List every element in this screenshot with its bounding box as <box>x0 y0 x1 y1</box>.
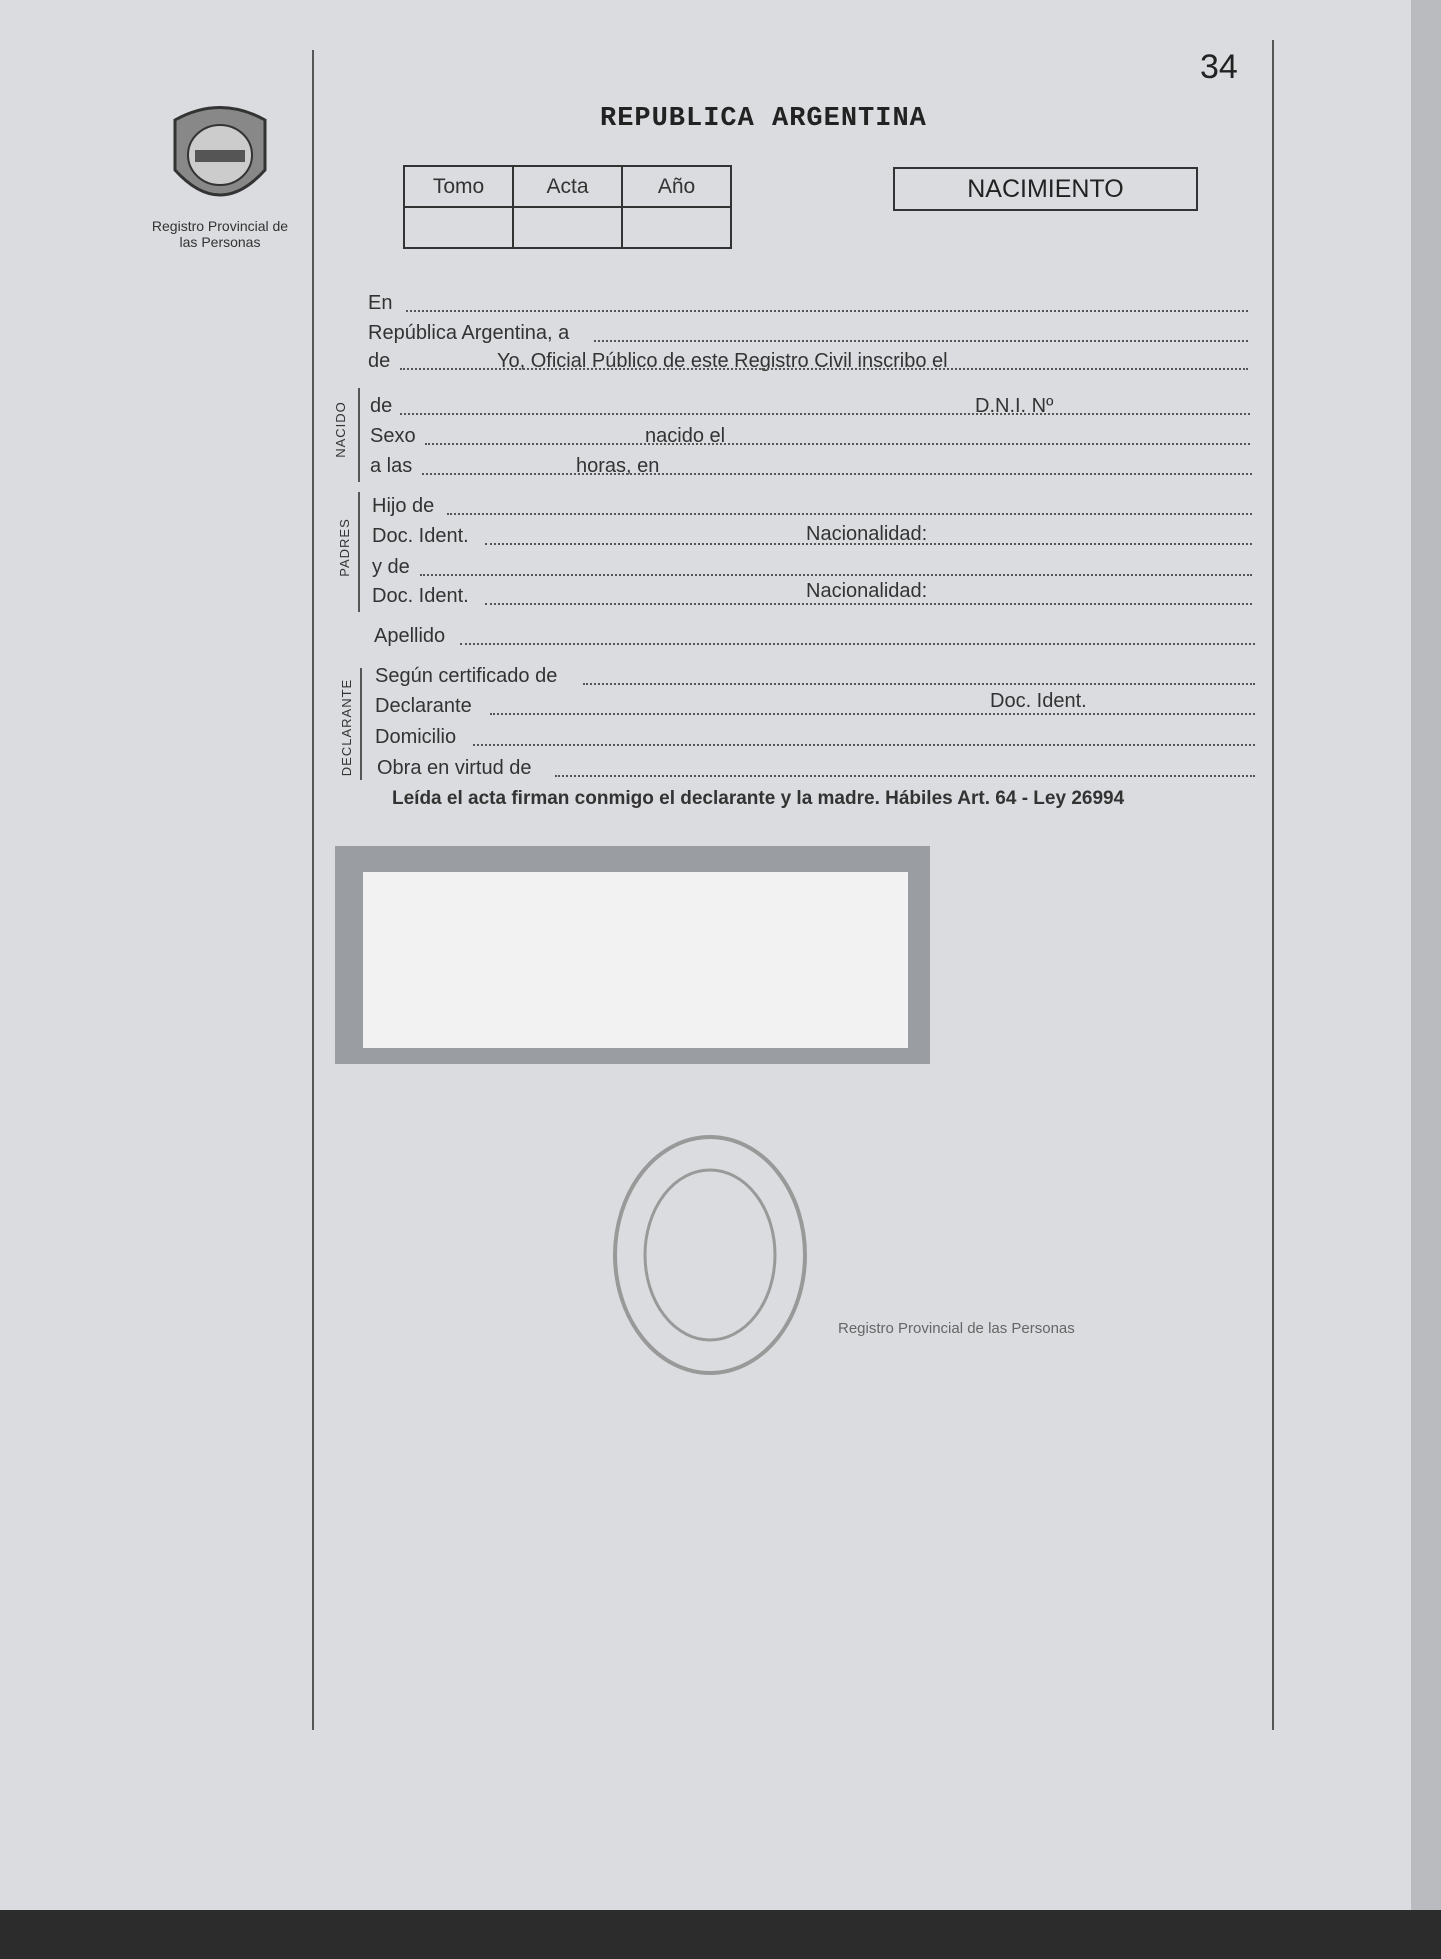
dots-hijo-de <box>447 513 1252 515</box>
header-acta: Acta <box>513 166 622 207</box>
dots-declarante <box>490 713 1255 715</box>
page-edge <box>1411 0 1441 1910</box>
label-doc-madre: Doc. Ident. <box>372 585 469 607</box>
header-ano: Año <box>622 166 731 207</box>
dots-domicilio <box>473 744 1255 746</box>
label-sexo: Sexo <box>370 425 416 447</box>
label-en: En <box>368 292 393 314</box>
label-a-las: a las <box>370 455 413 477</box>
dots-sexo <box>425 443 1250 445</box>
label-y-de: y de <box>372 556 410 578</box>
dots-apellido <box>460 643 1255 645</box>
side-label-nacido: NACIDO <box>332 401 348 458</box>
header-tomo: Tomo <box>404 166 513 207</box>
document-title: REPUBLICA ARGENTINA <box>600 104 927 134</box>
label-doc-padre: Doc. Ident. <box>372 525 469 547</box>
signatory-role: Registro Provincial de las Personas <box>838 1320 1075 1337</box>
label-dni: D.N.I. Nº <box>975 395 1054 417</box>
value-ano <box>622 207 731 248</box>
left-margin-line <box>312 50 314 1730</box>
label-nac-padre: Nacionalidad: <box>806 523 928 545</box>
padres-bracket <box>358 492 360 612</box>
label-domicilio: Domicilio <box>375 726 457 748</box>
label-apellido: Apellido <box>374 625 446 647</box>
side-label-declarante: DECLARANTE <box>339 678 355 777</box>
registry-table <box>403 165 732 249</box>
closing-text: Leída el acta firman conmigo el declarante y la madre. Hábiles Art. 64 - Ley 26994 <box>392 788 1125 809</box>
official-stamp <box>600 1130 820 1395</box>
label-republica: República Argentina, a <box>368 322 570 344</box>
record-type-box: NACIMIENTO <box>893 167 1198 211</box>
label-horas-en: horas, en <box>576 455 660 477</box>
dots-en <box>406 310 1248 312</box>
declarante-bracket <box>360 668 362 780</box>
label-doc-declarante: Doc. Ident. <box>990 690 1087 712</box>
label-nacido-el: nacido el <box>645 425 726 447</box>
dots-doc-madre <box>485 603 1252 605</box>
dots-doc-padre <box>485 543 1252 545</box>
dots-hora <box>422 473 1252 475</box>
label-nac-madre: Nacionalidad: <box>806 580 928 602</box>
id-label-inner <box>363 872 908 1048</box>
dots-republica <box>594 340 1248 342</box>
right-margin-line <box>1272 40 1274 1730</box>
value-tomo <box>404 207 513 248</box>
misiones-seal-logo <box>165 100 275 220</box>
side-label-padres: PADRES <box>336 518 352 577</box>
id-label <box>335 846 930 1064</box>
label-de-nombre: de <box>370 395 393 417</box>
dots-nombre <box>400 413 1250 415</box>
label-de-year: de <box>368 350 391 372</box>
label-obra-en-virtud: Obra en virtud de <box>377 757 532 779</box>
dots-certificado <box>583 683 1255 685</box>
page-number: 34 <box>1200 48 1238 86</box>
registry-logo-caption: Registro Provincial de las Personas <box>151 218 289 250</box>
dots-de-year <box>400 368 1248 370</box>
dots-obra <box>555 775 1255 777</box>
label-yo-oficial: Yo, Oficial Público de este Registro Civil inscribo el <box>497 350 948 372</box>
label-declarante: Declarante <box>375 695 472 717</box>
dots-y-de <box>420 574 1252 576</box>
value-acta <box>513 207 622 248</box>
label-segun-certificado: Según certificado de <box>375 665 558 687</box>
label-hijo-de: Hijo de <box>372 495 435 517</box>
nacido-bracket <box>358 388 360 482</box>
